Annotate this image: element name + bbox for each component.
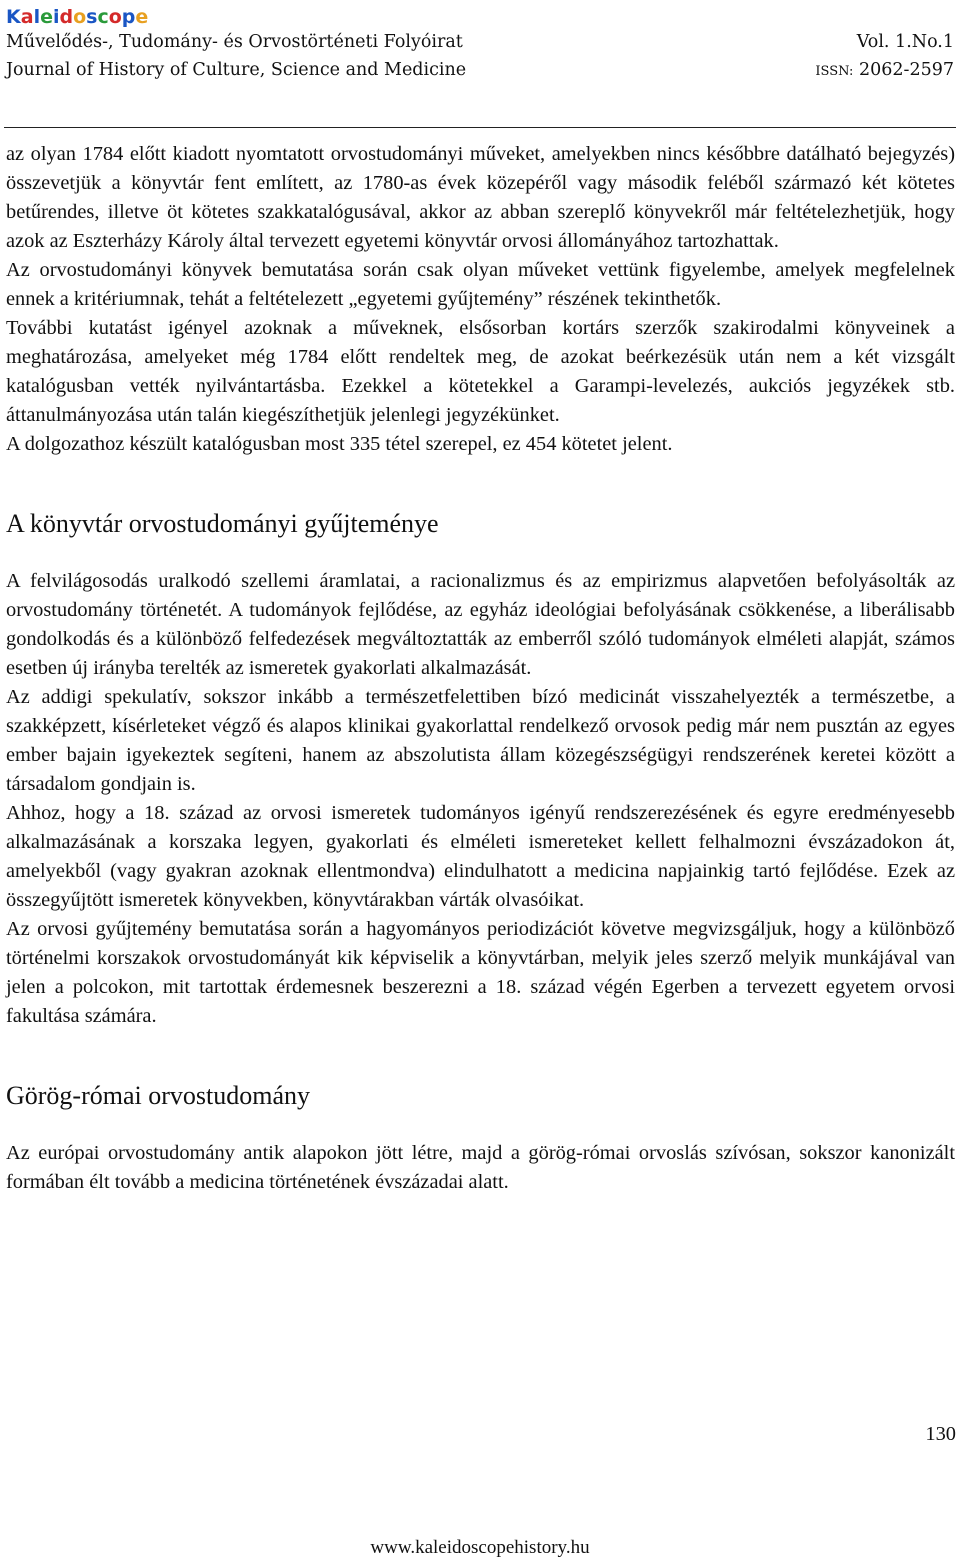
page-number: 130 <box>925 1423 956 1445</box>
paragraph: További kutatást igényel azoknak a műveknek, elsősorban kortárs szerzők szakirodalmi könyveinek a meghatározása, amelyeket még 1784 előtt rendeltek meg, de azokat beérkezésük után nem a két vizsgált katalógusban vették nyilvántartásba. Ezekkel a kötetekkel a Garampi-levelezés, aukciós jegyzékek stb. áttanulmányozása után talán kiegészíthetjük jelenlegi jegyzékünket. <box>6 317 955 426</box>
spacer <box>6 541 955 567</box>
header-divider <box>4 127 956 128</box>
journal-subtitle-english: Journal of History of Culture, Science and Medicine <box>6 60 467 80</box>
logo-letter: a <box>20 6 34 28</box>
logo-letter: K <box>6 6 21 28</box>
footer-url: www.kaleidoscopehistory.hu <box>370 1537 590 1558</box>
section-heading: Görög-római orvostudomány <box>6 1081 311 1110</box>
logo-letter: p <box>121 6 136 28</box>
paragraph: Az orvostudományi könyvek bemutatása során csak olyan műveket vettünk figyelembe, amelyek megfelelnek ennek a kritériumnak, tehát a feltételezett „egyetemi gyűjtemény” részének tekinthetők. <box>6 259 955 310</box>
logo-letter: i <box>52 6 60 28</box>
paragraph: Az európai orvostudomány antik alapokon jött létre, majd a görög-római orvoslás szívósan, sokszor kanonizált formában élt tovább a medicina történetének évszázadai alatt. <box>6 1142 955 1193</box>
spacer <box>6 1113 955 1139</box>
logo-letter: e <box>135 6 149 28</box>
paragraph: A felvilágosodás uralkodó szellemi áramlatai, a racionalizmus és az empirizmus alapvetően befolyásolták az orvostudomány történetét. A tudományok fejlődése, az egyház ideológiai befolyásának csökkenése, a liberálisabb gondolkodás és a különböző felfedezések megváltoztatták az emberről szóló tudományok elméleti alapját, számos esetben új irányba terelték az ismeretek gyakorlati alkalmazását. <box>6 570 955 679</box>
paragraph: Ahhoz, hogy a 18. század az orvosi ismeretek tudományos igényű rendszerezésének és egyre eredményesebb alkalmazásának a korszaka legyen, gyakorlati és elméleti ismereteket kellett felhalmozni évszázadokon át, amelyekből (vagy gyakran azoknak ellentmondva) elindulhatott a medicina napjainkig tartó fejlődése. Ezek az összegyűjtött ismeretek könyvekben, könyvtárakban várták olvasóikat. <box>6 802 955 911</box>
spacer <box>6 459 955 507</box>
logo-letter: s <box>86 6 98 28</box>
issn-value: 2062-2597 <box>859 60 954 80</box>
issn-label: ISSN: <box>815 64 854 79</box>
logo-letter: l <box>33 6 41 28</box>
paragraph: Az orvosi gyűjtemény bemutatása során a hagyományos periodizációt követve megvizsgáljuk, hogy a különböző történelmi korszakok orvostudományát kik képviselik a könyvtárban, melyik jeles szerző melyik munkájával van jelen a polcokon, mit tartottak érdemesnek beszerezni a 18. század végén Egerben a tervezett egyetem orvosi fakultása számára. <box>6 918 955 1027</box>
paragraph: az olyan 1784 előtt kiadott nyomtatott orvostudományi műveket, amelyekben nincs későbbre datálható bejegyzés) összevetjük a könyvtár fent említett, az 1780-as évek közepéről vagy második feléből származó két kötetes betűrendes, illetve öt kötetes szakkatalógusával, akkor az abban szereplő könyvekről már feltételezhetjük, hogy azok az Eszterházy Károly által tervezett egyetemi könyvtár orvosi állományához tartozhattak. <box>6 143 955 252</box>
journal-header <box>6 4 958 84</box>
spacer <box>6 1031 955 1079</box>
logo-letter: o <box>73 6 87 28</box>
paragraph: A dolgozathoz készült katalógusban most 335 tétel szerepel, ez 454 kötetet jelent. <box>6 433 673 455</box>
logo-letter: c <box>97 6 109 28</box>
issn <box>815 59 954 83</box>
section-heading: A könyvtár orvostudományi gyűjteménye <box>6 509 439 538</box>
article-body <box>6 140 955 1197</box>
journal-logo <box>6 6 148 28</box>
logo-letter: e <box>40 6 53 28</box>
volume-number: Vol. 1.No.1 <box>856 32 954 52</box>
logo-letter: d <box>59 6 74 28</box>
journal-subtitle-hungarian: Művelődés-, Tudomány- és Orvostörténeti Folyóirat <box>6 32 463 52</box>
paragraph: Az addigi spekulatív, sokszor inkább a természetfelettiben bízó medicinát visszahelyezték a természetbe, a szakképzett, kísérleteket végző és alapos klinikai gyakorlattal rendelkező orvosok pedig már nem pusztán az egyes ember bajain igyekeztek segíteni, hanem az abszolutista állam közegészségügyi rendszerének keretei között a társadalom gondjain is. <box>6 686 955 795</box>
logo-letter: o <box>108 6 122 28</box>
